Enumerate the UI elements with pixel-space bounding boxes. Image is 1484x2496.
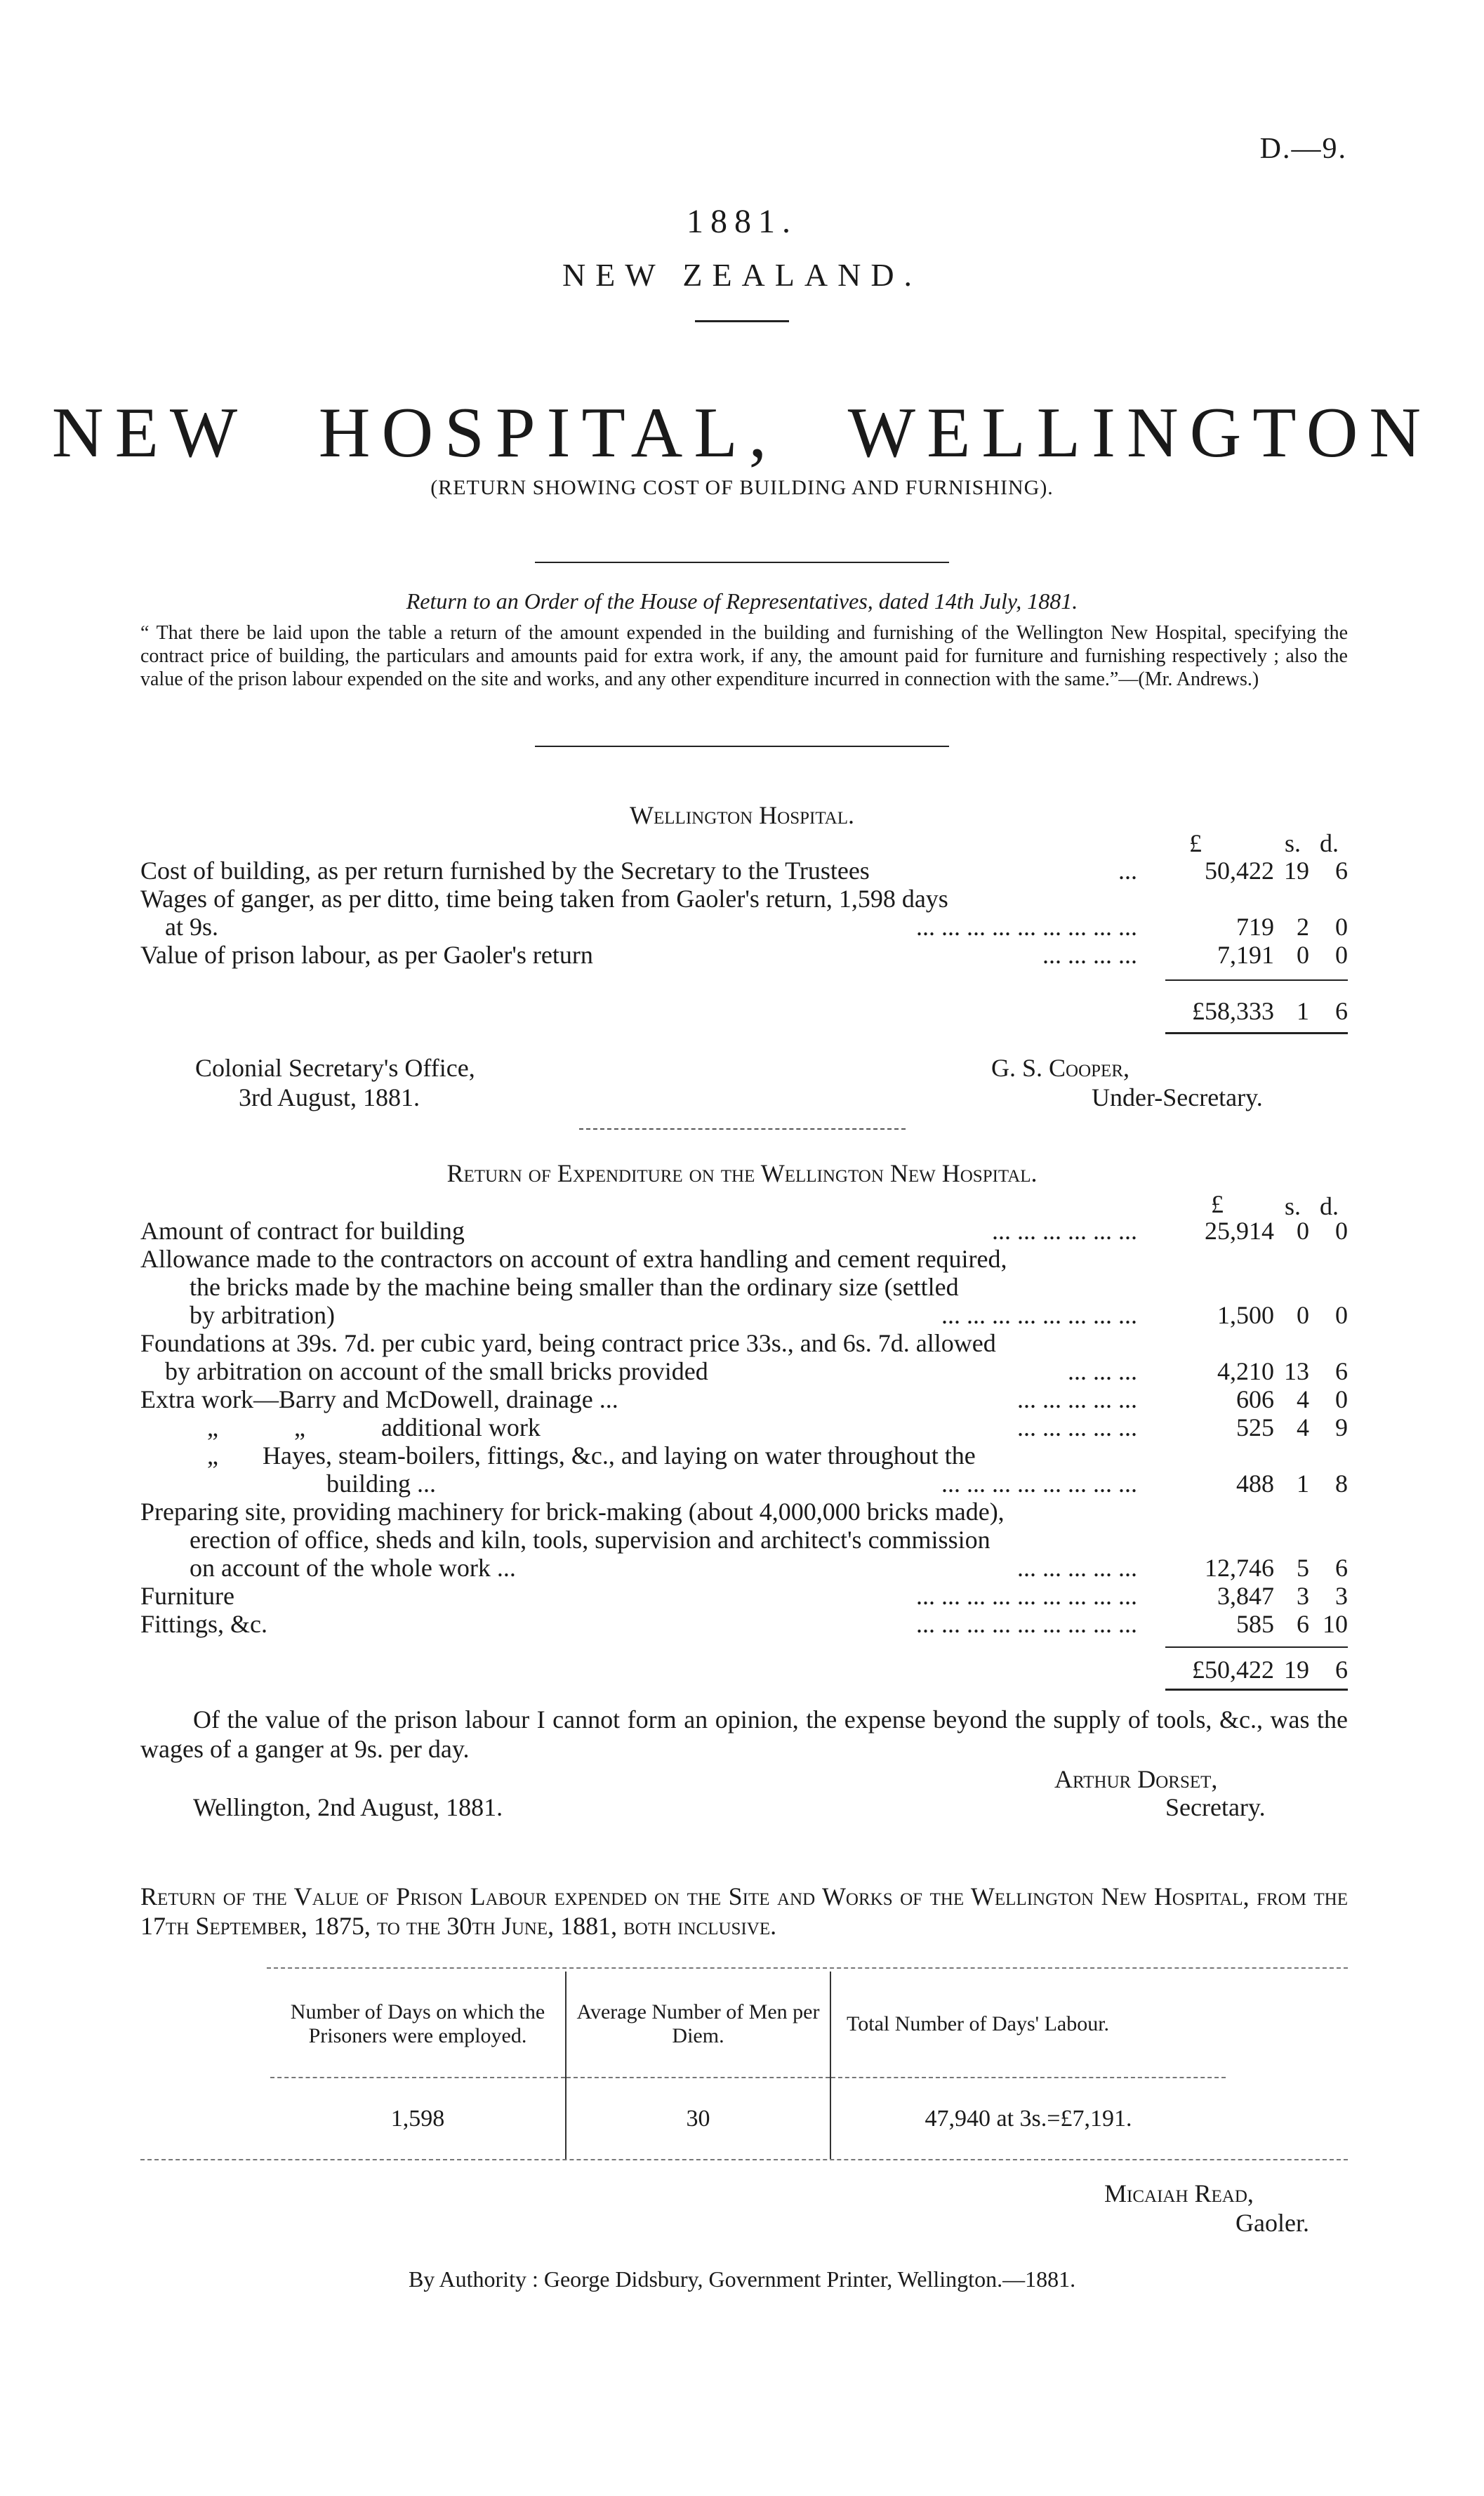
row-pence: 0	[1335, 1301, 1348, 1329]
row-pence: 8	[1335, 1470, 1348, 1498]
row-shillings: 4	[1297, 1385, 1309, 1413]
row-dots: ... ... ... ... ... ... ... ... ...	[916, 913, 1137, 941]
section-title-wellington-hospital: Wellington Hospital.	[630, 801, 854, 829]
row-description: the bricks made by the machine being smaller than the ordinary size (settled	[190, 1273, 959, 1301]
section-title-expenditure: Return of Expenditure on the Wellington New Hospital.	[446, 1159, 1038, 1187]
row-pounds: 606	[1236, 1385, 1274, 1413]
row-shillings: 13	[1284, 1357, 1309, 1385]
signatory-name: G. S. Cooper,	[991, 1054, 1129, 1082]
row-pounds: 12,746	[1205, 1554, 1274, 1582]
row-description: building ...	[326, 1470, 437, 1498]
cell-average-men: 30	[566, 2078, 830, 2159]
row-description: on account of the whole work ...	[190, 1554, 516, 1582]
place-date: Wellington, 2nd August, 1881.	[193, 1793, 503, 1821]
signatory-name: Micaiah Read,	[1104, 2179, 1254, 2207]
signatory-title: Gaoler.	[1235, 2209, 1309, 2237]
column-pence: d.	[1320, 829, 1339, 857]
row-description: Furniture	[140, 1582, 234, 1610]
row-description: by arbitration)	[190, 1301, 335, 1329]
row-shillings: 0	[1297, 941, 1309, 969]
printer-footer: By Authority : George Didsbury, Government Printer, Wellington.—1881.	[408, 2266, 1076, 2292]
office-name: Colonial Secretary's Office,	[195, 1054, 475, 1082]
table-bottom-rule	[140, 2159, 1348, 2160]
sum-rule	[1165, 1646, 1348, 1648]
row-pounds: 719	[1236, 913, 1274, 941]
cell-days-employed: 1,598	[270, 2078, 566, 2159]
order-heading: Return to an Order of the House of Representatives, dated 14th July, 1881.	[406, 588, 1078, 614]
header-days-employed: Number of Days on which the Prisoners were employed.	[270, 1972, 566, 2078]
row-description: Fittings, &c.	[140, 1610, 268, 1638]
row-description: by arbitration on account of the small bricks provided	[165, 1357, 708, 1385]
prison-labour-table	[270, 1972, 1226, 2159]
row-pounds: 525	[1236, 1413, 1274, 1441]
row-shillings: 0	[1297, 1217, 1309, 1245]
row-pounds: 25,914	[1205, 1217, 1274, 1245]
signatory-title: Under-Secretary.	[1092, 1083, 1263, 1111]
row-pounds: 585	[1236, 1610, 1274, 1638]
column-pence: d.	[1320, 1192, 1339, 1220]
header-total-days: Total Number of Days' Labour.	[847, 2012, 1110, 2035]
row-description: erection of office, sheds and kiln, tools, supervision and architect's commission	[190, 1526, 991, 1554]
section-title-prison-labour: Return of the Value of Prison Labour expended on the Site and Works of the Wellington New Hospital, from the 17th September, 1875, to the 30th June, 1881, both inclusive.	[140, 1882, 1348, 1940]
divider	[535, 746, 949, 747]
total-pence: 6	[1335, 1656, 1348, 1684]
row-pounds: 1,500	[1217, 1301, 1274, 1329]
row-description: Preparing site, providing machinery for brick-making (about 4,000,000 bricks made),	[140, 1498, 1005, 1526]
row-pounds: 3,847	[1217, 1582, 1274, 1610]
row-pence: 3	[1335, 1582, 1348, 1610]
row-description: Extra work—Barry and McDowell, drainage ...	[140, 1385, 618, 1413]
row-pounds: 7,191	[1217, 941, 1274, 969]
year: 1881.	[687, 203, 797, 240]
total-shillings: 1	[1297, 997, 1309, 1025]
row-dots: ... ... ... ... ... ... ... ...	[941, 1301, 1137, 1329]
table-row	[270, 2078, 1226, 2159]
row-dots: ... ... ... ...	[1042, 941, 1137, 969]
total-pence: 6	[1335, 997, 1348, 1025]
signatory-name: Arthur Dorset,	[1054, 1765, 1218, 1793]
row-description: Foundations at 39s. 7d. per cubic yard, being contract price 33s., and 6s. 7d. allowed	[140, 1329, 996, 1357]
total-shillings: 19	[1284, 1656, 1309, 1684]
document-reference: D.—9.	[1259, 133, 1347, 165]
signatory-title: Secretary.	[1165, 1793, 1266, 1821]
row-pence: 0	[1335, 1385, 1348, 1413]
row-shillings: 3	[1297, 1582, 1309, 1610]
row-pence: 6	[1335, 1357, 1348, 1385]
row-shillings: 0	[1297, 1301, 1309, 1329]
table-header-row	[270, 1972, 1226, 2078]
row-description: Amount of contract for building	[140, 1217, 465, 1245]
row-shillings: 4	[1297, 1413, 1309, 1441]
order-quote: “ That there be laid upon the table a return of the amount expended in the building and furnishing of the Wellington New Hospital, specifying the contract price of building, the particulars and amounts paid for extra work, if any, the amount paid for furniture and furnishing respectively ; also the value of the prison labour expended on the site and works, and any other expenditure incurred in connection with the same.”—(Mr. Andrews.)	[140, 622, 1348, 690]
column-pounds: £	[1189, 829, 1202, 857]
sum-rule	[1165, 979, 1348, 981]
row-pence: 6	[1335, 1554, 1348, 1582]
total-rule	[1165, 1032, 1348, 1034]
row-pence: 9	[1335, 1413, 1348, 1441]
row-dots: ...	[1118, 857, 1137, 885]
row-shillings: 1	[1297, 1470, 1309, 1498]
row-pounds: 50,422	[1205, 857, 1274, 885]
row-dots: ... ... ... ... ...	[1017, 1385, 1137, 1413]
row-dots: ... ... ...	[1068, 1357, 1137, 1385]
total-rule	[1165, 1689, 1348, 1691]
country: NEW ZEALAND.	[562, 257, 922, 293]
office-date: 3rd August, 1881.	[239, 1083, 420, 1111]
page-title: NEW HOSPITAL, WELLINGTON	[51, 393, 1433, 473]
row-dots: ... ... ... ... ...	[1017, 1413, 1137, 1441]
column-shillings: s.	[1285, 1192, 1301, 1220]
row-dots: ... ... ... ... ... ... ... ... ...	[916, 1610, 1137, 1638]
row-dots: ... ... ... ... ... ... ... ...	[941, 1470, 1137, 1498]
row-pence: 0	[1335, 913, 1348, 941]
row-shillings: 19	[1284, 857, 1309, 885]
row-dots: ... ... ... ... ... ...	[992, 1217, 1137, 1245]
row-description: Allowance made to the contractors on account of extra handling and cement required,	[140, 1245, 1007, 1273]
row-pence: 6	[1335, 857, 1348, 885]
header-average-men: Average Number of Men per Diem.	[566, 1972, 830, 2078]
row-description: at 9s.	[165, 913, 218, 941]
column-pounds: £	[1211, 1190, 1224, 1218]
row-shillings: 2	[1297, 913, 1309, 941]
row-dots: ... ... ... ... ...	[1017, 1554, 1137, 1582]
row-pence: 0	[1335, 941, 1348, 969]
row-dots: ... ... ... ... ... ... ... ... ...	[916, 1582, 1137, 1610]
column-shillings: s.	[1285, 829, 1301, 857]
table-top-rule	[267, 1967, 1348, 1969]
row-description: Cost of building, as per return furnished by the Secretary to the Trustees	[140, 857, 870, 885]
total-pounds: £50,422	[1192, 1656, 1274, 1684]
divider	[579, 1128, 906, 1130]
row-description: Value of prison labour, as per Gaoler's return	[140, 941, 593, 969]
row-description: „ Hayes, steam-boilers, fittings, &c., and laying on water throughout the	[207, 1441, 976, 1470]
row-pounds: 488	[1236, 1470, 1274, 1498]
row-description: Wages of ganger, as per ditto, time being taken from Gaoler's return, 1,598 days	[140, 885, 948, 913]
row-description: „ „ additional work	[207, 1413, 541, 1441]
row-shillings: 5	[1297, 1554, 1309, 1582]
expenditure-note: Of the value of the prison labour I cannot form an opinion, the expense beyond the supply of tools, &c., was the wages of a ganger at 9s. per day.	[140, 1705, 1348, 1763]
divider	[535, 562, 949, 563]
row-pence: 0	[1335, 1217, 1348, 1245]
divider	[695, 320, 789, 322]
row-pounds: 4,210	[1217, 1357, 1274, 1385]
page-subtitle: (RETURN SHOWING COST OF BUILDING AND FURNISHING).	[430, 476, 1054, 499]
total-pounds: £58,333	[1192, 997, 1274, 1025]
row-pence: 10	[1323, 1610, 1348, 1638]
row-shillings: 6	[1297, 1610, 1309, 1638]
cell-total-days: 47,940 at 3s.=£7,191.	[830, 2078, 1226, 2159]
